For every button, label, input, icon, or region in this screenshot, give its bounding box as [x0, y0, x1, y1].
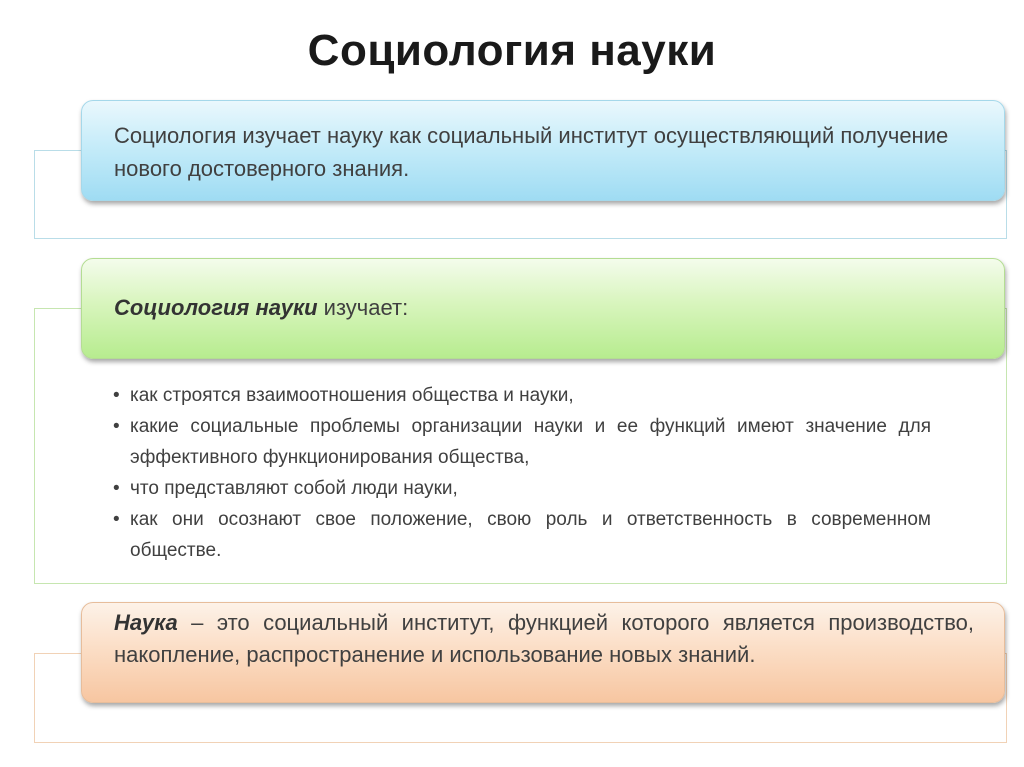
science-definition-box [81, 602, 1005, 703]
sociology-of-science-heading-rest: изучает: [317, 295, 409, 320]
list-item: • как строятся взаимоотношения общества и науки, [113, 380, 931, 411]
list-item: • какие социальные проблемы организации науки и ее функций имеют значение для эффективного функционирования общества, [113, 411, 931, 473]
science-term: Наука [114, 610, 178, 635]
studies-bullet-list [113, 380, 931, 566]
bullet-icon: • [113, 478, 120, 499]
bullet-icon: • [113, 509, 120, 530]
sociology-definition-box [81, 100, 1005, 201]
slide-title: Социология науки [307, 26, 717, 75]
bullet-icon: • [113, 385, 120, 406]
sociology-of-science-term: Социология науки [114, 295, 318, 320]
sociology-of-science-box [81, 258, 1005, 359]
list-item: • что представляют собой люди науки, [113, 473, 931, 504]
sociology-definition-text: Социология изучает науку как социальный институт осуществляющий получение нового достоверного знания. [114, 123, 949, 181]
bullet-icon: • [113, 416, 120, 437]
science-definition-text: – это социальный институт, функцией которого является производство, накопление, распространение и использование новых знаний. [114, 610, 974, 667]
list-item: • как они осознают свое положение, свою роль и ответственность в современном обществе. [113, 504, 931, 566]
